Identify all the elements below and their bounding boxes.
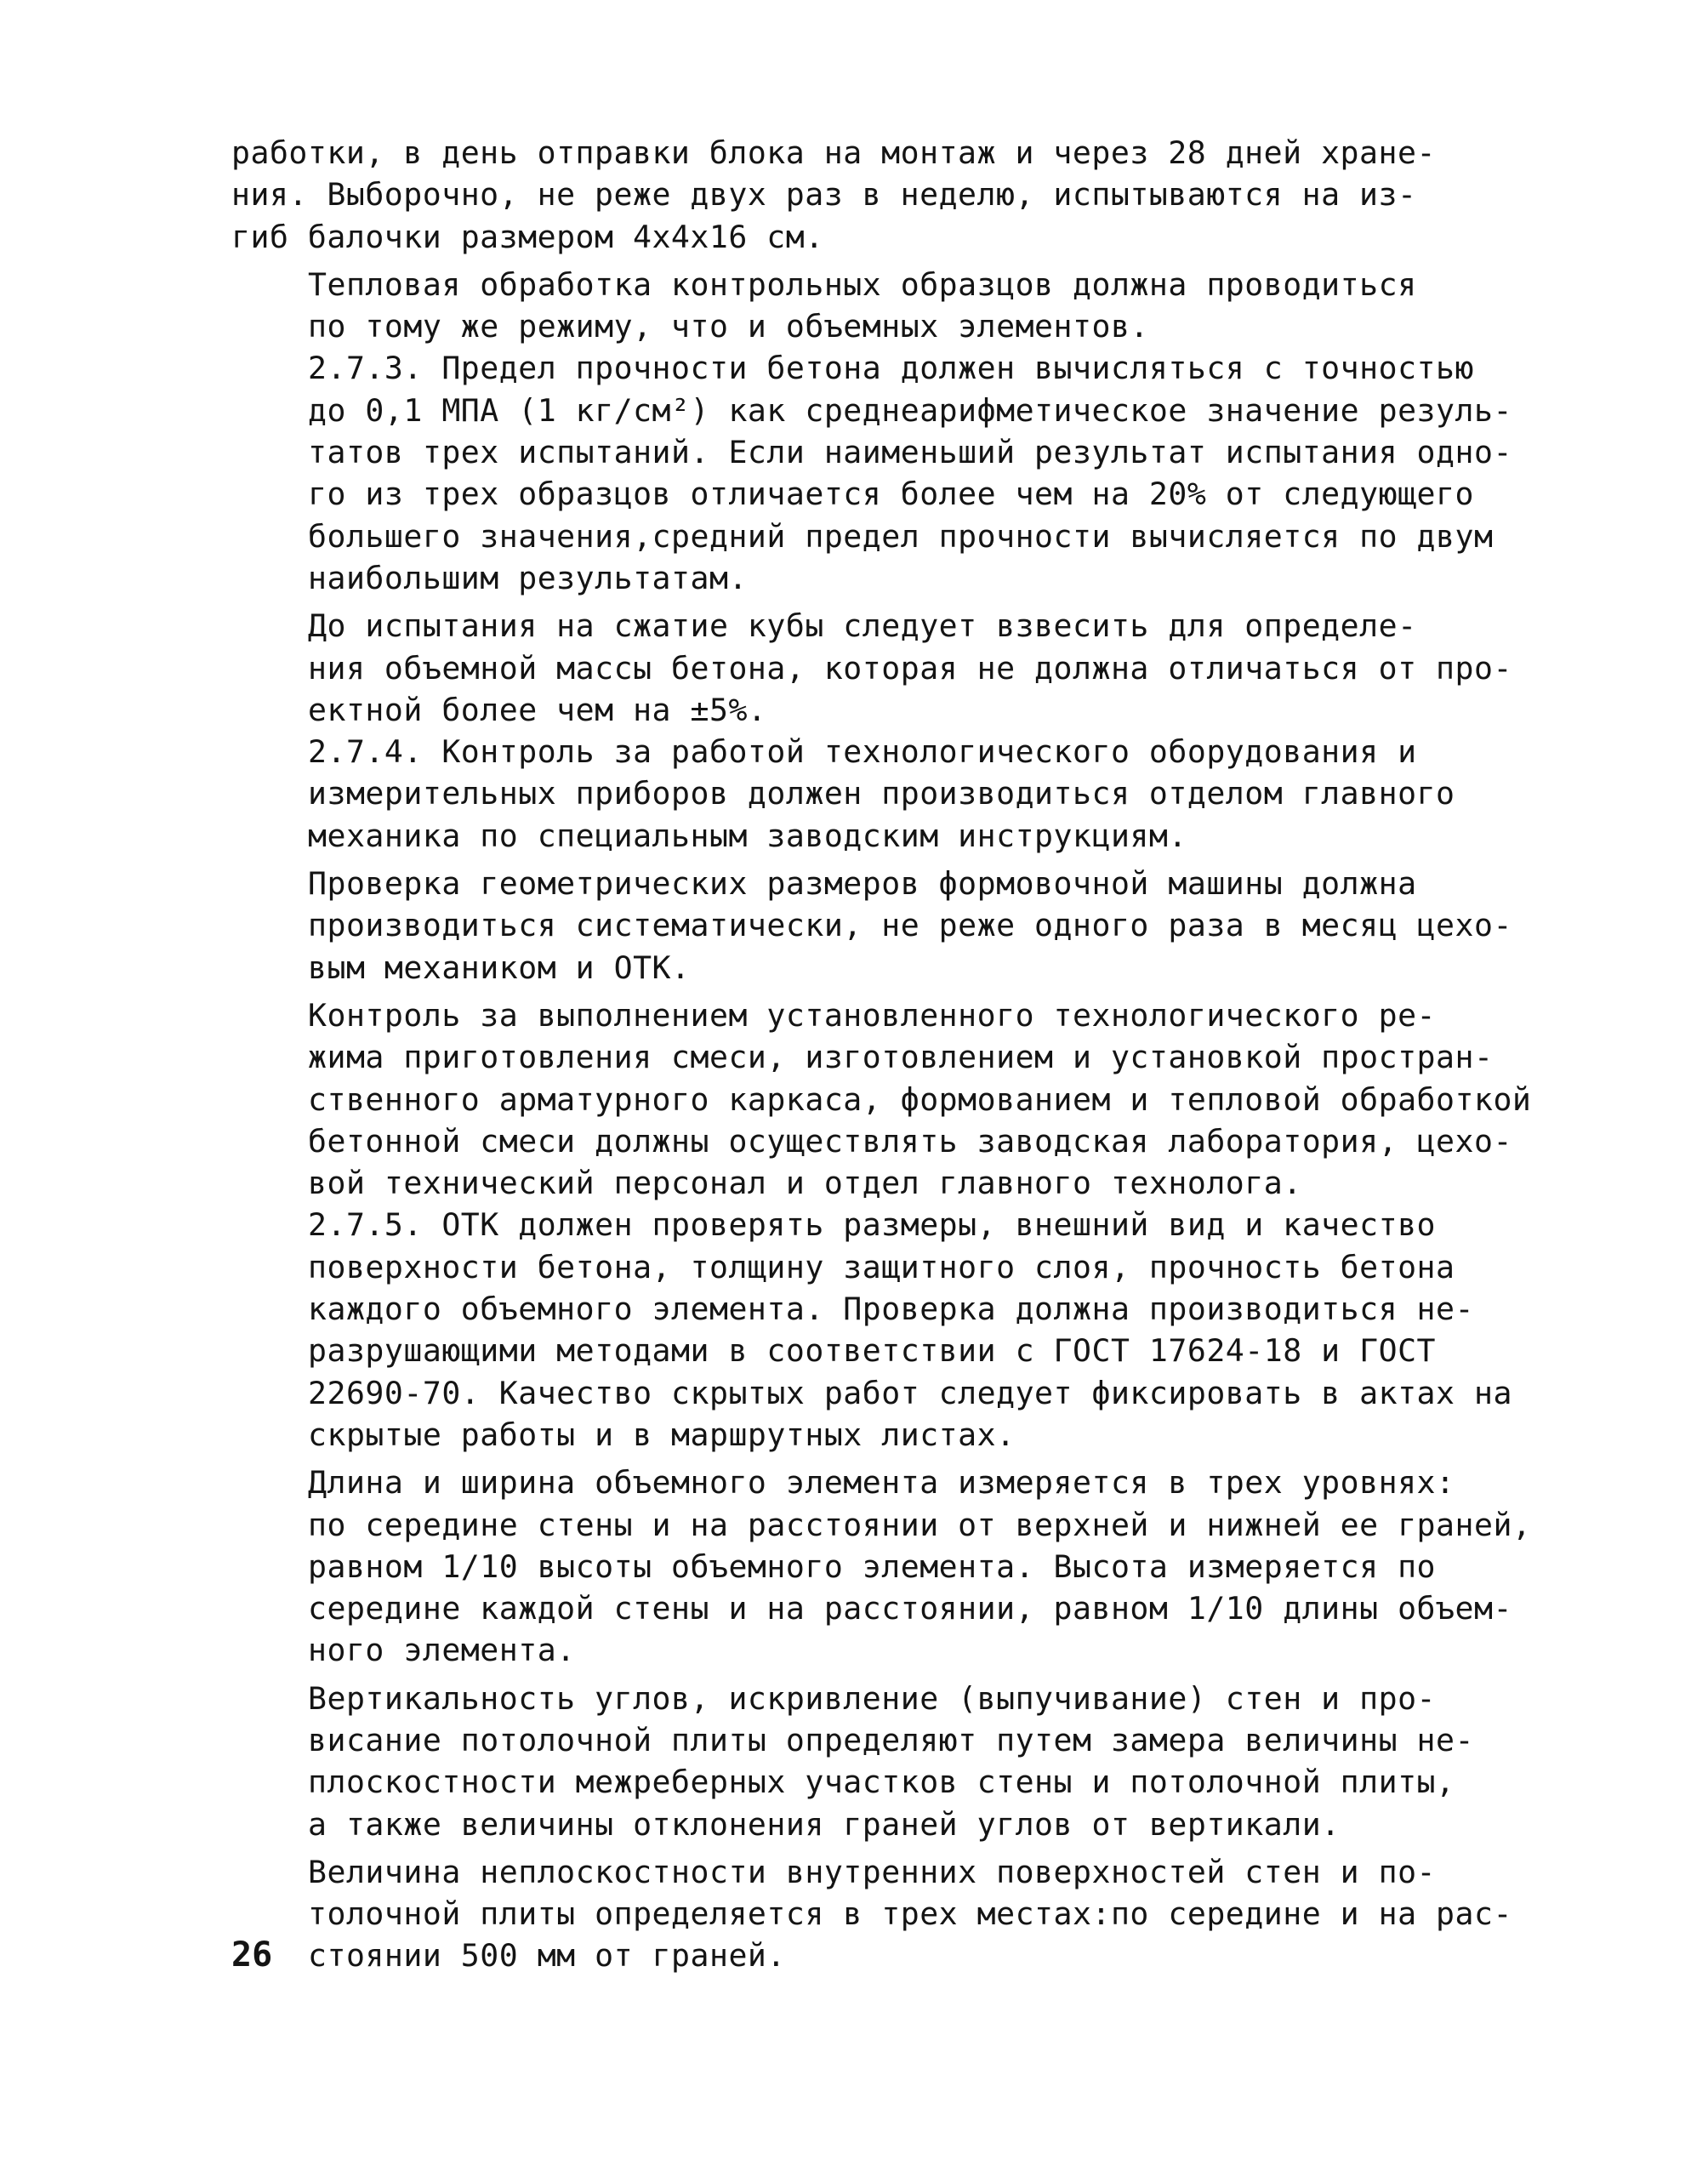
text-line: Проверка геометрических размеров формовочной машины должна [308, 865, 1417, 903]
text-line: стоянии 500 мм от граней. [308, 1937, 786, 1975]
text-line: поверхности бетона, толщину защитного слоя, прочность бетона [308, 1248, 1455, 1285]
text-line: толочной плиты определяется в трех местах:по середине и на рас- [308, 1895, 1512, 1933]
text-line: по тому же режиму, что и объемных элементов. [308, 308, 1149, 345]
paragraph [231, 995, 1532, 1204]
page-number: 26 [231, 1935, 273, 1975]
text-line: висание потолочной плиты определяют путем замера величины не- [308, 1721, 1474, 1758]
text-line: Длина и ширина объемного элемента измеряется в трех уровнях: [308, 1464, 1455, 1502]
text-line: 2.7.5. ОТК должен проверять размеры, внешний вид и качество [308, 1206, 1437, 1244]
text-line: до 0,1 МПА (1 кг/см²) как среднеарифметическое значение резуль- [308, 391, 1512, 429]
document-body [231, 132, 1532, 1977]
text-line: 2.7.3. Предел прочности бетона должен вычисляться с точностью [308, 350, 1474, 387]
paragraph [231, 347, 1512, 599]
paragraph [231, 1851, 1512, 1977]
paragraph [231, 132, 1490, 258]
text-line: ния. Выборочно, не реже двух раз в неделю, испытываются на из- [231, 176, 1417, 214]
text-line: плоскостности межреберных участков стены и потолочной плиты, [308, 1764, 1455, 1801]
text-line: 2.7.4. Контроль за работой технологического оборудования и [308, 733, 1417, 771]
paragraph [231, 1204, 1512, 1456]
text-line: ния объемной массы бетона, которая не должна отличаться от про- [308, 649, 1512, 687]
text-line: равном 1/10 высоты объемного элемента. Высота измеряется по [308, 1547, 1437, 1585]
text-line: производиться систематически, не реже одного раза в месяц цехо- [308, 907, 1512, 944]
text-line: большего значения,средний предел прочности вычисляется по двум [308, 517, 1494, 555]
text-line: Вертикальность углов, искривление (выпучивание) стен и про- [308, 1679, 1437, 1717]
text-line: работки, в день отправки блока на монтаж и через 28 дней хране- [231, 134, 1436, 171]
text-line: гиб балочки размером 4х4х16 см. [231, 218, 824, 255]
text-line: скрытые работы и в маршрутных листах. [308, 1416, 1016, 1453]
paragraph [231, 1462, 1532, 1671]
text-line: го из трех образцов отличается более чем на 20% от следующего [308, 476, 1474, 513]
text-line: ектной более чем на ±5%. [308, 691, 767, 728]
text-line: ственного арматурного каркаса, формованием и тепловой обработкой [308, 1080, 1532, 1118]
text-line: а также величины отклонения граней углов от вертикали. [308, 1805, 1341, 1843]
text-line: татов трех испытаний. Если наименьший результат испытания одно- [308, 434, 1512, 471]
text-line: Величина неплоскостности внутренних поверхностей стен и по- [308, 1853, 1437, 1890]
paragraph [231, 731, 1490, 857]
paragraph [231, 605, 1512, 731]
text-line: наибольшим результатам. [308, 559, 748, 596]
text-line: разрушающими методами в соответствии с ГОСТ 17624-18 и ГОСТ [308, 1332, 1437, 1370]
text-line: вым механиком и ОТК. [308, 949, 691, 986]
text-line: 22690-70. Качество скрытых работ следует фиксировать в актах на [308, 1374, 1512, 1411]
text-line: механика по специальным заводским инструкциям. [308, 817, 1187, 854]
text-line: вой технический персонал и отдел главного технолога. [308, 1165, 1302, 1202]
text-line: по середине стены и на расстоянии от верхней и нижней ее граней, [308, 1506, 1532, 1543]
text-line: До испытания на сжатие кубы следует взвесить для определе- [308, 607, 1417, 645]
text-line: бетонной смеси должны осуществлять заводская лаборатория, цехо- [308, 1122, 1512, 1160]
paragraph [231, 264, 1490, 348]
text-line: измерительных приборов должен производиться отделом главного [308, 775, 1455, 812]
text-line: жима приготовления смеси, изготовлением и установкой простран- [308, 1039, 1494, 1076]
text-line: Контроль за выполнением установленного технологического ре- [308, 996, 1437, 1034]
paragraph [231, 863, 1512, 989]
text-line: Тепловая обработка контрольных образцов должна проводиться [308, 265, 1417, 303]
text-line: ного элемента. [308, 1632, 576, 1669]
paragraph [231, 1678, 1490, 1845]
text-line: каждого объемного элемента. Проверка должна производиться не- [308, 1291, 1474, 1328]
text-line: середине каждой стены и на расстоянии, равном 1/10 длины объем- [308, 1590, 1512, 1627]
